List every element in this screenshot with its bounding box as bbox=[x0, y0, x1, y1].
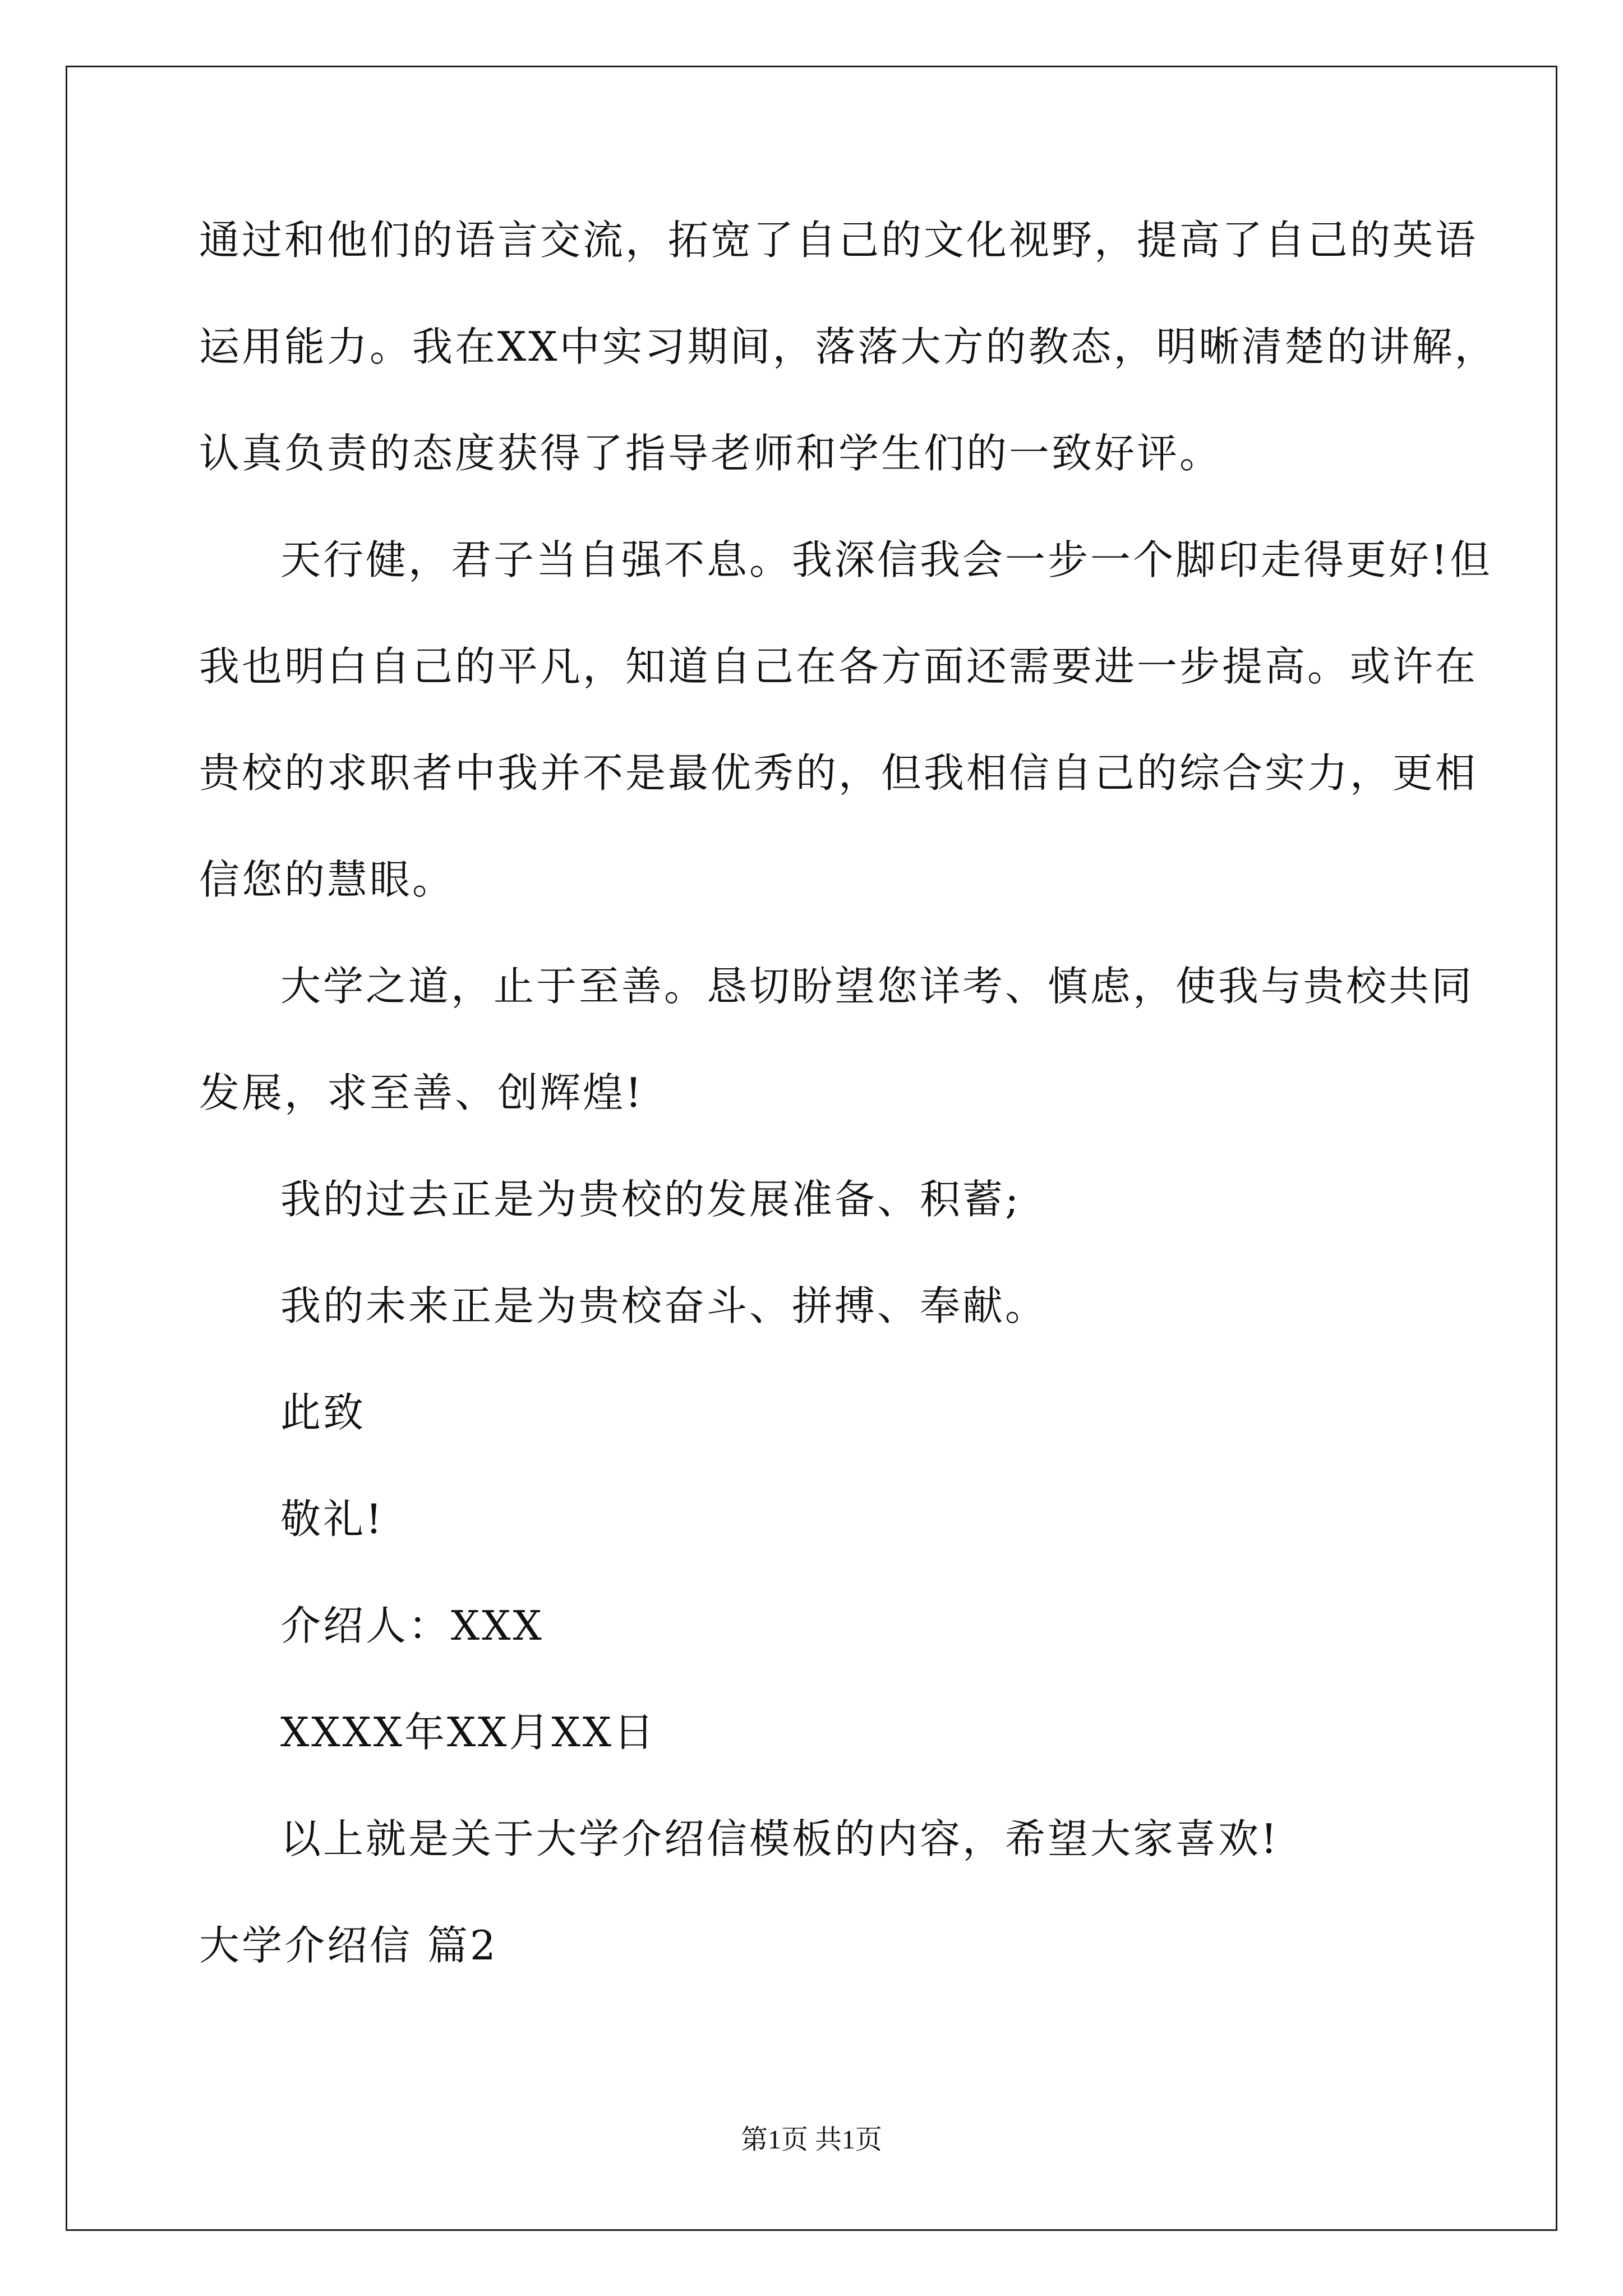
section-heading: 大学介绍信 篇2 bbox=[199, 1922, 498, 1969]
body-line: 信您的慧眼。 bbox=[199, 856, 455, 903]
date-line: XXXX年XX月XX日 bbox=[280, 1709, 657, 1756]
body-line: 我的未来正是为贵校奋斗、拼搏、奉献。 bbox=[280, 1282, 1048, 1329]
body-line: 我也明白自己的平凡，知道自己在各方面还需要进一步提高。或许在 bbox=[199, 643, 1478, 690]
page-footer: 第1页 共1页 bbox=[740, 2125, 882, 2155]
body-line: 天行健，君子当自强不息。我深信我会一步一个脚印走得更好!但 bbox=[280, 536, 1492, 583]
page-frame bbox=[66, 66, 1557, 2231]
body-line: 认真负责的态度获得了指导老师和学生们的一致好评。 bbox=[199, 430, 1223, 477]
body-line: 运用能力。我在XX中实习期间，落落大方的教态，明晰清楚的讲解， bbox=[199, 323, 1497, 370]
body-line: 通过和他们的语言交流，拓宽了自己的文化视野，提高了自己的英语 bbox=[199, 217, 1478, 264]
body-line: 贵校的求职者中我并不是最优秀的，但我相信自己的综合实力，更相 bbox=[199, 749, 1478, 797]
salutation-line: 此致 bbox=[280, 1389, 366, 1436]
body-line: 发展，求至善、创辉煌! bbox=[199, 1069, 644, 1116]
body-line: 大学之道，止于至善。恳切盼望您详考、慎虑，使我与贵校共同 bbox=[280, 963, 1474, 1010]
introducer-line: 介绍人：XXX bbox=[280, 1602, 544, 1649]
body-line: 以上就是关于大学介绍信模板的内容，希望大家喜欢! bbox=[280, 1815, 1279, 1862]
closing-line: 敬礼! bbox=[280, 1496, 384, 1543]
body-line: 我的过去正是为贵校的发展准备、积蓄; bbox=[280, 1176, 1021, 1223]
